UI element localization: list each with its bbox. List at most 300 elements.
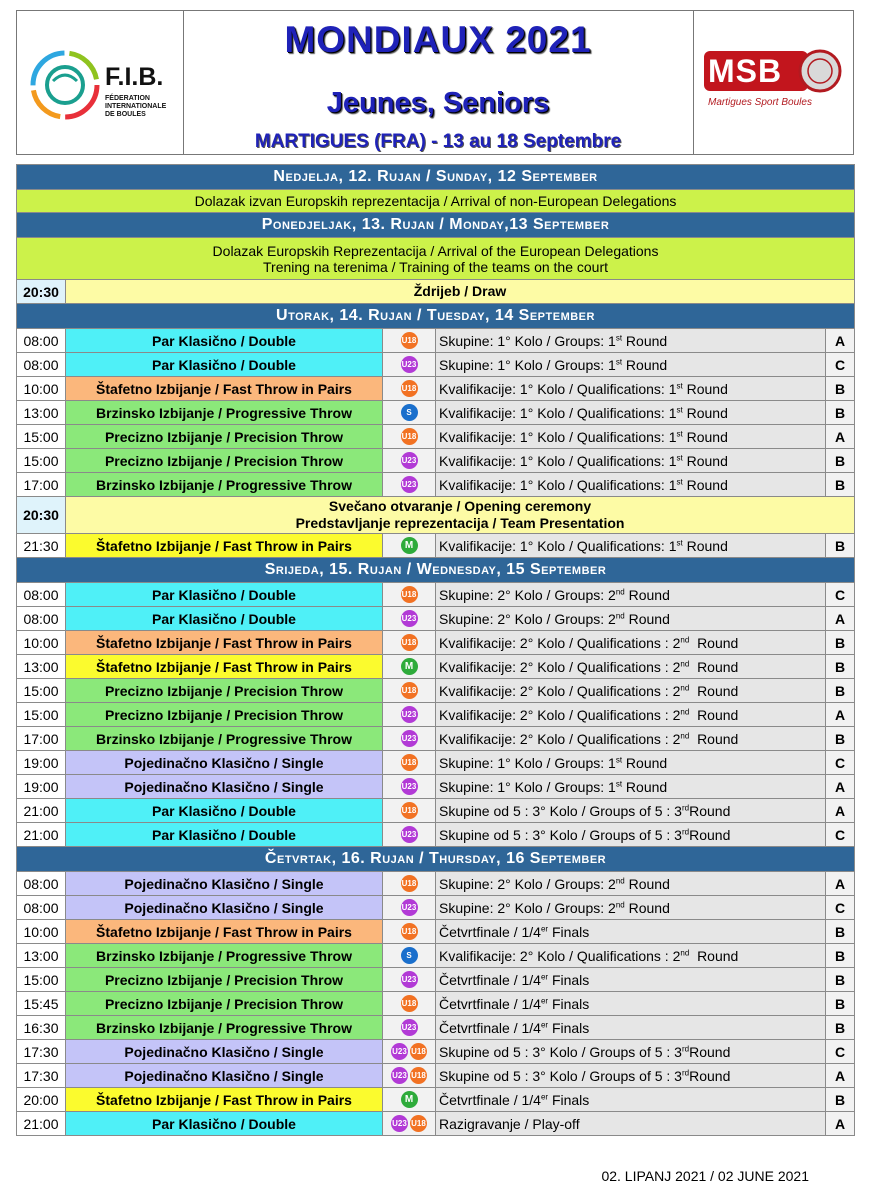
category-cell: [383, 401, 436, 425]
info-row: [17, 190, 855, 213]
round-tail: Finals: [548, 923, 590, 940]
round-text: Kvalifikacije: 2° Kolo / Qualifications : 2: [439, 947, 681, 964]
category-badge-u23: U23: [401, 452, 418, 469]
time-cell: 10:00: [17, 920, 66, 944]
time-cell: 13:00: [17, 655, 66, 679]
round-text: Kvalifikacije: 2° Kolo / Qualifications : 2: [439, 682, 681, 699]
round-description: [436, 872, 826, 896]
round-text: Skupine: 1° Kolo / Groups: 1: [439, 754, 616, 771]
round-tail: Round: [624, 586, 670, 603]
category-badge-s: S: [401, 947, 418, 964]
category-cell: [383, 1040, 436, 1064]
event-cell: Precizno Izbijanje / Precision Throw: [66, 679, 383, 703]
round-text: Skupine od 5 : 3° Kolo / Groups of 5 : 3: [439, 826, 682, 843]
time-cell: 16:30: [17, 1016, 66, 1040]
event-cell: Brzinsko Izbijanje / Progressive Throw: [66, 1016, 383, 1040]
round-description: [436, 944, 826, 968]
category-badge-u18: U18: [410, 1067, 427, 1084]
round-text: Četvrtfinale / 1/4: [439, 971, 541, 988]
time-cell: 19:00: [17, 751, 66, 775]
schedule-row: [17, 920, 855, 944]
event-cell: Štafetno Izbijanje / Fast Throw in Pairs: [66, 1088, 383, 1112]
round-tail: Round: [682, 428, 728, 445]
round-tail: Round: [689, 658, 739, 675]
round-tail: Round: [689, 730, 739, 747]
category-cell: [383, 631, 436, 655]
category-badge-u18: U18: [410, 1043, 427, 1060]
ordinal-suffix: rd: [681, 1043, 690, 1053]
round-description: [436, 534, 826, 558]
ordinal-suffix: st: [676, 452, 683, 462]
ordinal-suffix: st: [615, 356, 623, 366]
fib-logo-text: F.I.B.: [105, 63, 164, 91]
special-line: Ždrijeb / Draw: [413, 283, 507, 299]
time-cell: 08:00: [17, 329, 66, 353]
category-cell: [383, 329, 436, 353]
event-cell: Pojedinačno Klasično / Single: [66, 751, 383, 775]
group-letter: A: [826, 775, 855, 799]
category-cell: [383, 1088, 436, 1112]
round-tail: Round: [682, 404, 728, 421]
round-description: [436, 1040, 826, 1064]
category-cell: [383, 896, 436, 920]
day-header-row: [17, 558, 855, 583]
category-badge-u23: U23: [401, 356, 418, 373]
round-text: Kvalifikacije: 1° Kolo / Qualifications: 1: [439, 428, 677, 445]
info-line: Trening na terenima / Training of the teams on the court: [263, 258, 609, 275]
round-tail: Round: [624, 899, 670, 916]
round-description: [436, 1016, 826, 1040]
event-cell: Pojedinačno Klasično / Single: [66, 775, 383, 799]
day-header-row: [17, 165, 855, 190]
category-badge-u23: U23: [401, 778, 418, 795]
category-badge-s: S: [401, 404, 418, 421]
ordinal-suffix: nd: [615, 586, 625, 596]
category-cell: [383, 377, 436, 401]
category-badge-u23: U23: [391, 1067, 408, 1084]
group-letter: B: [826, 920, 855, 944]
round-tail: Round: [689, 826, 731, 843]
category-badge-m: M: [401, 658, 418, 675]
schedule-row: [17, 607, 855, 631]
category-cell: [383, 1016, 436, 1040]
group-letter: B: [826, 1088, 855, 1112]
ordinal-suffix: st: [676, 380, 683, 390]
special-line: Svečano otvaranje / Opening ceremony: [328, 498, 592, 514]
time-cell: 15:00: [17, 679, 66, 703]
schedule-row: [17, 449, 855, 473]
event-cell: Brzinsko Izbijanje / Progressive Throw: [66, 473, 383, 497]
ordinal-suffix: nd: [680, 706, 690, 716]
group-letter: B: [826, 377, 855, 401]
schedule-row: [17, 534, 855, 558]
schedule-row: [17, 896, 855, 920]
group-letter: A: [826, 607, 855, 631]
ordinal-suffix: st: [615, 332, 623, 342]
round-tail: Round: [689, 947, 739, 964]
category-badge-u18: U18: [401, 332, 418, 349]
round-tail: Round: [689, 682, 739, 699]
round-text: Skupine: 1° Kolo / Groups: 1: [439, 356, 616, 373]
time-cell: 13:00: [17, 944, 66, 968]
round-description: [436, 449, 826, 473]
ordinal-suffix: rd: [681, 826, 690, 836]
round-tail: Round: [689, 706, 739, 723]
round-description: [436, 992, 826, 1016]
round-description: [436, 353, 826, 377]
round-text: Skupine: 1° Kolo / Groups: 1: [439, 332, 616, 349]
category-badge-u18: U18: [401, 380, 418, 397]
event-cell: Štafetno Izbijanje / Fast Throw in Pairs: [66, 631, 383, 655]
round-tail: Round: [624, 610, 670, 627]
group-letter: B: [826, 944, 855, 968]
day-header-row: [17, 847, 855, 872]
round-description: [436, 329, 826, 353]
schedule-row: [17, 1016, 855, 1040]
category-cell: [383, 920, 436, 944]
round-description: [436, 1088, 826, 1112]
category-cell: [383, 425, 436, 449]
category-cell: [383, 1064, 436, 1088]
group-letter: C: [826, 823, 855, 847]
category-badge-u18: U18: [410, 1115, 427, 1132]
ordinal-suffix: st: [676, 476, 683, 486]
round-text: Četvrtfinale / 1/4: [439, 923, 541, 940]
round-description: [436, 896, 826, 920]
round-tail: Round: [689, 1067, 731, 1084]
event-cell: Pojedinačno Klasično / Single: [66, 1064, 383, 1088]
header-titles: [183, 11, 693, 154]
round-tail: Round: [689, 1043, 731, 1060]
fib-emblem-icon: [25, 37, 105, 137]
schedule-row: [17, 1112, 855, 1136]
category-cell: [383, 583, 436, 607]
special-row: [17, 497, 855, 534]
info-row: [17, 238, 855, 280]
event-cell: Štafetno Izbijanje / Fast Throw in Pairs: [66, 377, 383, 401]
round-text: Četvrtfinale / 1/4: [439, 995, 541, 1012]
fib-logo-subtitle: FÉDERATION INTERNATIONALE DE BOULES: [105, 95, 167, 118]
ordinal-suffix: nd: [615, 875, 625, 885]
category-cell: [383, 449, 436, 473]
group-letter: C: [826, 353, 855, 377]
ordinal-suffix: er: [540, 1091, 549, 1101]
info-text: [17, 190, 855, 213]
group-letter: B: [826, 992, 855, 1016]
round-tail: Round: [689, 802, 731, 819]
round-tail: Finals: [548, 995, 590, 1012]
schedule-row: [17, 992, 855, 1016]
group-letter: B: [826, 631, 855, 655]
group-letter: C: [826, 751, 855, 775]
time-cell: 08:00: [17, 872, 66, 896]
category-badge-u18: U18: [401, 875, 418, 892]
time-cell: 15:45: [17, 992, 66, 1016]
day-title: Nedjelja, 12. Rujan / Sunday, 12 September: [17, 165, 855, 190]
category-badge-u23: U23: [401, 610, 418, 627]
category-cell: [383, 727, 436, 751]
group-letter: B: [826, 473, 855, 497]
category-cell: [383, 534, 436, 558]
round-tail: Round: [682, 380, 728, 397]
schedule-row: [17, 583, 855, 607]
time-cell: 21:00: [17, 823, 66, 847]
round-description: [436, 968, 826, 992]
category-badge-u23: U23: [401, 476, 418, 493]
round-description: [436, 727, 826, 751]
category-cell: [383, 775, 436, 799]
group-letter: C: [826, 1040, 855, 1064]
round-description: [436, 473, 826, 497]
round-text: Kvalifikacije: 1° Kolo / Qualifications: 1: [439, 537, 677, 554]
ordinal-suffix: st: [676, 537, 683, 547]
event-cell: Par Klasično / Double: [66, 583, 383, 607]
event-cell: Precizno Izbijanje / Precision Throw: [66, 992, 383, 1016]
time-cell: 08:00: [17, 583, 66, 607]
schedule-row: [17, 703, 855, 727]
round-text: Skupine od 5 : 3° Kolo / Groups of 5 : 3: [439, 1067, 682, 1084]
round-description: [436, 655, 826, 679]
schedule-row: [17, 425, 855, 449]
round-text: Skupine: 1° Kolo / Groups: 1: [439, 778, 616, 795]
category-cell: [383, 799, 436, 823]
schedule-row: [17, 329, 855, 353]
time-cell: 10:00: [17, 377, 66, 401]
event-cell: Par Klasično / Double: [66, 799, 383, 823]
round-tail: Round: [622, 332, 668, 349]
time-cell: 17:00: [17, 727, 66, 751]
ordinal-suffix: er: [540, 971, 549, 981]
special-event-text: [66, 280, 855, 304]
fib-logo: [17, 11, 184, 154]
special-row: [17, 280, 855, 304]
round-text: Kvalifikacije: 1° Kolo / Qualifications: 1: [439, 452, 677, 469]
event-cell: Pojedinačno Klasično / Single: [66, 872, 383, 896]
time-cell: 17:30: [17, 1064, 66, 1088]
ordinal-suffix: nd: [680, 730, 690, 740]
group-letter: B: [826, 727, 855, 751]
category-badge-m: M: [401, 537, 418, 554]
round-text: Kvalifikacije: 1° Kolo / Qualifications: 1: [439, 476, 677, 493]
ordinal-suffix: er: [540, 995, 549, 1005]
round-text: Skupine: 2° Kolo / Groups: 2: [439, 610, 616, 627]
ordinal-suffix: st: [676, 428, 683, 438]
ordinal-suffix: nd: [680, 634, 690, 644]
msb-logo-text: MSB: [708, 53, 783, 89]
category-badge-u18: U18: [401, 802, 418, 819]
msb-logo: [693, 11, 854, 154]
ordinal-suffix: st: [676, 404, 683, 414]
time-cell: 21:30: [17, 534, 66, 558]
round-text: Skupine: 2° Kolo / Groups: 2: [439, 586, 616, 603]
ordinal-suffix: er: [540, 923, 549, 933]
category-cell: [383, 968, 436, 992]
group-letter: A: [826, 872, 855, 896]
round-description: [436, 751, 826, 775]
category-badge-u23: U23: [391, 1115, 408, 1132]
event-cell: Štafetno Izbijanje / Fast Throw in Pairs: [66, 655, 383, 679]
round-tail: Finals: [548, 1091, 590, 1108]
category-badge-u23: U23: [401, 826, 418, 843]
round-text: Četvrtfinale / 1/4: [439, 1019, 541, 1036]
group-letter: B: [826, 679, 855, 703]
category-cell: [383, 353, 436, 377]
round-text: Skupine od 5 : 3° Kolo / Groups of 5 : 3: [439, 802, 682, 819]
revision-date: 02. LIPANJ 2021 / 02 JUNE 2021: [601, 1168, 809, 1184]
round-tail: Round: [682, 452, 728, 469]
time-cell: 15:00: [17, 425, 66, 449]
schedule-row: [17, 401, 855, 425]
time-cell: 21:00: [17, 799, 66, 823]
day-header-row: [17, 213, 855, 238]
event-location: MARTIGUES (FRA) - 13 au 18 Septembre: [254, 131, 622, 152]
schedule-row: [17, 631, 855, 655]
round-description: [436, 425, 826, 449]
round-tail: Round: [622, 778, 668, 795]
category-cell: [383, 751, 436, 775]
schedule-row: [17, 377, 855, 401]
ordinal-suffix: nd: [615, 899, 625, 909]
round-description: [436, 775, 826, 799]
schedule-row: [17, 473, 855, 497]
round-text: Razigravanje / Play-off: [439, 1115, 580, 1132]
info-line: Dolazak Europskih Reprezentacija / Arrival of the European Delegations: [212, 242, 659, 259]
category-cell: [383, 872, 436, 896]
group-letter: B: [826, 968, 855, 992]
category-badge-u18: U18: [401, 586, 418, 603]
ordinal-suffix: st: [615, 778, 623, 788]
round-text: Kvalifikacije: 1° Kolo / Qualifications: 1: [439, 380, 677, 397]
page-title: MONDIAUX 2021: [284, 19, 592, 60]
category-badge-u23: U23: [391, 1043, 408, 1060]
schedule-row: [17, 727, 855, 751]
schedule-row: [17, 353, 855, 377]
schedule-row: [17, 775, 855, 799]
event-cell: Pojedinačno Klasično / Single: [66, 1040, 383, 1064]
round-tail: Round: [624, 875, 670, 892]
schedule-row: [17, 655, 855, 679]
round-description: [436, 401, 826, 425]
event-cell: Par Klasično / Double: [66, 823, 383, 847]
round-description: [436, 920, 826, 944]
round-tail: Round: [622, 754, 668, 771]
round-description: [436, 607, 826, 631]
round-tail: Finals: [548, 971, 590, 988]
round-description: [436, 823, 826, 847]
day-title: Utorak, 14. Rujan / Tuesday, 14 September: [17, 304, 855, 329]
day-title: Četvrtak, 16. Rujan / Thursday, 16 September: [17, 847, 855, 872]
schedule-row: [17, 799, 855, 823]
ordinal-suffix: nd: [680, 658, 690, 668]
group-letter: A: [826, 799, 855, 823]
round-text: Skupine: 2° Kolo / Groups: 2: [439, 899, 616, 916]
ordinal-suffix: rd: [681, 1067, 690, 1077]
event-cell: Brzinsko Izbijanje / Progressive Throw: [66, 401, 383, 425]
ordinal-suffix: nd: [680, 947, 690, 957]
schedule-row: [17, 1088, 855, 1112]
time-cell: 15:00: [17, 968, 66, 992]
category-badge-u23: U23: [401, 971, 418, 988]
category-cell: [383, 655, 436, 679]
category-cell: [383, 703, 436, 727]
category-badge-u23: U23: [401, 730, 418, 747]
round-tail: Finals: [548, 1019, 590, 1036]
category-cell: [383, 607, 436, 631]
special-line: Predstavljanje reprezentacija / Team Presentation: [295, 515, 625, 531]
group-letter: A: [826, 703, 855, 727]
schedule-row: [17, 872, 855, 896]
time-cell: 17:00: [17, 473, 66, 497]
time-cell: 10:00: [17, 631, 66, 655]
event-cell: Precizno Izbijanje / Precision Throw: [66, 968, 383, 992]
ordinal-suffix: rd: [681, 802, 690, 812]
info-line: Dolazak izvan Europskih reprezentacija / Arrival of non-European Delegations: [194, 193, 677, 209]
category-badge-u18: U18: [401, 754, 418, 771]
group-letter: B: [826, 401, 855, 425]
event-cell: Precizno Izbijanje / Precision Throw: [66, 425, 383, 449]
category-cell: [383, 944, 436, 968]
special-event-text: [66, 497, 855, 534]
ordinal-suffix: nd: [680, 682, 690, 692]
round-description: [436, 1112, 826, 1136]
category-cell: [383, 1112, 436, 1136]
event-cell: Par Klasično / Double: [66, 329, 383, 353]
day-header-row: [17, 304, 855, 329]
group-letter: A: [826, 329, 855, 353]
time-cell: 15:00: [17, 449, 66, 473]
round-description: [436, 1064, 826, 1088]
schedule-row: [17, 823, 855, 847]
schedule-row: [17, 968, 855, 992]
page-subtitle: Jeunes, Seniors: [326, 87, 550, 119]
time-cell: 17:30: [17, 1040, 66, 1064]
time-cell: 20:30: [17, 497, 66, 534]
round-text: Skupine: 2° Kolo / Groups: 2: [439, 875, 616, 892]
document-header: [16, 10, 854, 155]
category-badge-u18: U18: [401, 682, 418, 699]
category-badge-u18: U18: [401, 428, 418, 445]
schedule-row: [17, 1040, 855, 1064]
time-cell: 13:00: [17, 401, 66, 425]
round-text: Kvalifikacije: 2° Kolo / Qualifications : 2: [439, 706, 681, 723]
schedule-row: [17, 1064, 855, 1088]
round-text: Kvalifikacije: 2° Kolo / Qualifications : 2: [439, 658, 681, 675]
round-description: [436, 799, 826, 823]
event-cell: Precizno Izbijanje / Precision Throw: [66, 449, 383, 473]
category-badge-u18: U18: [401, 923, 418, 940]
group-letter: C: [826, 583, 855, 607]
schedule-row: [17, 751, 855, 775]
ordinal-suffix: st: [615, 754, 623, 764]
ordinal-suffix: nd: [615, 610, 625, 620]
category-badge-u23: U23: [401, 1019, 418, 1036]
group-letter: A: [826, 1064, 855, 1088]
event-cell: Pojedinačno Klasično / Single: [66, 896, 383, 920]
group-letter: A: [826, 425, 855, 449]
group-letter: A: [826, 1112, 855, 1136]
round-description: [436, 703, 826, 727]
round-description: [436, 631, 826, 655]
category-badge-u23: U23: [401, 899, 418, 916]
event-cell: Par Klasično / Double: [66, 353, 383, 377]
round-tail: Round: [622, 356, 668, 373]
event-cell: Precizno Izbijanje / Precision Throw: [66, 703, 383, 727]
round-text: Četvrtfinale / 1/4: [439, 1091, 541, 1108]
day-title: Ponedjeljak, 13. Rujan / Monday,13 September: [17, 213, 855, 238]
ordinal-suffix: er: [540, 1019, 549, 1029]
event-cell: Par Klasično / Double: [66, 1112, 383, 1136]
round-description: [436, 583, 826, 607]
